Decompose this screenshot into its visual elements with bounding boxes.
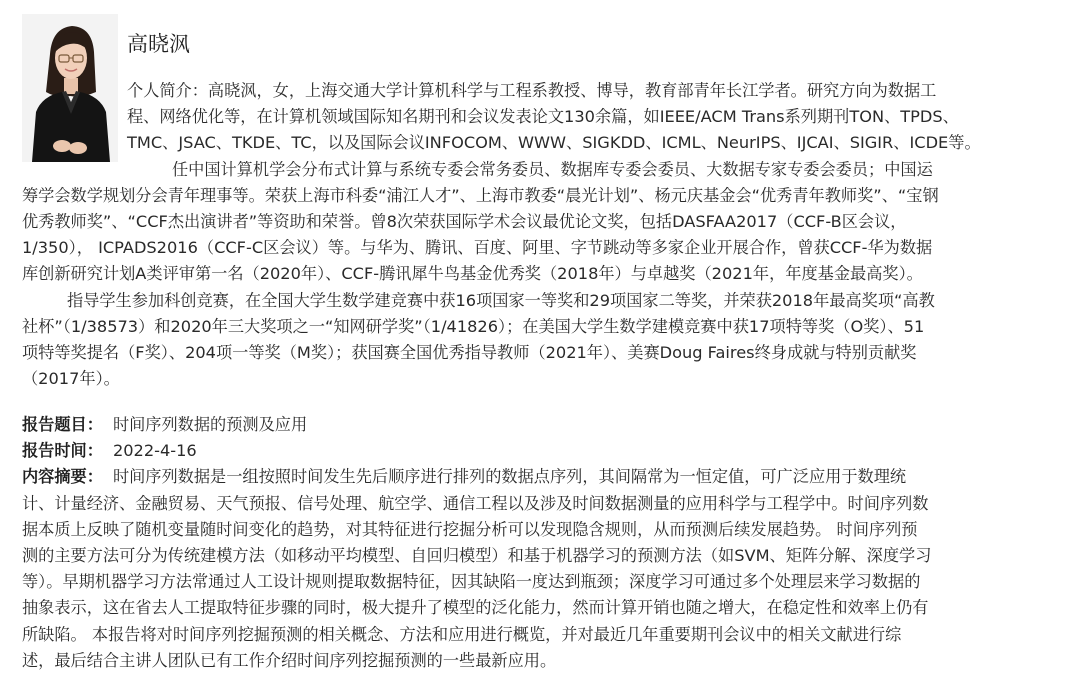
abstract-line: 等）。早期机器学习方法常通过人工设计规则提取数据特征，因其缺陷一度达到瓶颈；深度学习可通过多个处理层来学习数据的 xyxy=(22,572,921,592)
bio-line: 优秀教师奖”、“CCF杰出演讲者”等资助和荣誉。曾8次荣获国际学术会议最优论文奖，包括DASFAA2017（CCF-B区会议， xyxy=(22,212,907,232)
bio-line: 筹学会数学规划分会青年理事等。荣获上海市科委“浦江人才”、上海市教委“晨光计划”、杨元庆基金会“优秀青年教师奖”、“宝钢 xyxy=(22,185,939,205)
speaker-name: 高晓沨 xyxy=(127,32,190,56)
abstract-line: 所缺陷。 本报告将对时间序列挖掘预测的相关概念、方法和应用进行概览，并对最近几年重要期刊会议中的相关文献进行综 xyxy=(22,624,902,644)
bio-line: 程、网络优化等，在计算机领域国际知名期刊和会议发表论文130余篇，如IEEE/ACM Trans系列期刊TON、TPDS、 xyxy=(127,107,959,127)
bio-line: 个人简介：高晓沨，女，上海交通大学计算机科学与工程系教授、博导，教育部青年长江学者。研究方向为数据工 xyxy=(127,81,937,100)
abstract-line: 计、计量经济、金融贸易、天气预报、信号处理、航空学、通信工程以及涉及时间数据测量的应用科学与工程学中。时间序列数 xyxy=(22,493,929,513)
report-abstract-label: 内容摘要： xyxy=(22,467,103,487)
report-title-row xyxy=(22,412,1062,438)
report-title-label: 报告题目： xyxy=(22,415,103,434)
abstract-line: 述，最后结合主讲人团队已有工作介绍时间序列挖掘预测的一些最新应用。 xyxy=(22,650,557,670)
bio-line: 社杯”（1/38573）和2020年三大奖项之一“知网研学奖”（1/41826）；在美国大学生数学建模竞赛中获17项特等奖（O奖）、51 xyxy=(22,316,925,336)
bio-line: 库创新研究计划A类评审第一名（2020年）、CCF-腾讯犀牛鸟基金优秀奖（2018年）与卓越奖（2021年，年度基金最高奖）。 xyxy=(22,264,923,284)
abstract-line: 抽象表示，这在省去人工提取特征步骤的同时，极大提升了模型的泛化能力，然而计算开销也随之增大，在稳定性和效率上仍有 xyxy=(22,598,929,618)
report-time-value: 2022-4-16 xyxy=(112,441,197,461)
bio-line: 指导学生参加科创竞赛，在全国大学生数学建竞赛中获16项国家一等奖和29项国家二等奖，并荣获2018年最高奖项“高教 xyxy=(67,290,935,310)
bio-line: 项特等奖提名（F奖）、204项一等奖（M奖）；获国赛全国优秀指导教师（2021年）、美赛Doug Faires终身成就与特别贡献奖 xyxy=(22,343,917,363)
report-abstract-row xyxy=(22,464,1062,490)
speaker-bio xyxy=(22,78,1062,392)
report-info xyxy=(22,412,1062,674)
report-time-row xyxy=(22,438,1062,464)
bio-line: TMC、JSAC、TKDE、TC，以及国际会议INFOCOM、WWW、SIGKDD、ICML、NeurIPS、IJCAI、SIGIR、ICDE等。 xyxy=(127,133,981,153)
report-time-label: 报告时间： xyxy=(22,441,103,461)
bio-line: 1/350）， ICPADS2016（CCF-C区会议）等。与华为、腾讯、百度、阿里、字节跳动等多家企业开展合作，曾获CCF-华为数据 xyxy=(22,238,933,258)
bio-line: （2017年）。 xyxy=(22,369,120,389)
bio-line: 任中国计算机学会分布式计算与系统专委会常务委员、数据库专委会委员、大数据专家专委会委员；中国运 xyxy=(172,159,933,179)
abstract-line: 据本质上反映了随机变量随时间变化的趋势，对其特征进行挖掘分析可以发现隐含规则，从而预测后续发展趋势。 时间序列预 xyxy=(22,519,918,539)
report-title-value: 时间序列数据的预测及应用 xyxy=(112,415,308,434)
abstract-line: 测的主要方法可分为传统建模方法（如移动平均模型、自回归模型）和基于机器学习的预测方法（如SVM、矩阵分解、深度学习 xyxy=(22,546,932,566)
abstract-line: 时间序列数据是一组按照时间发生先后顺序进行排列的数据点序列，其间隔常为一恒定值，可广泛应用于数理统 xyxy=(112,467,907,487)
